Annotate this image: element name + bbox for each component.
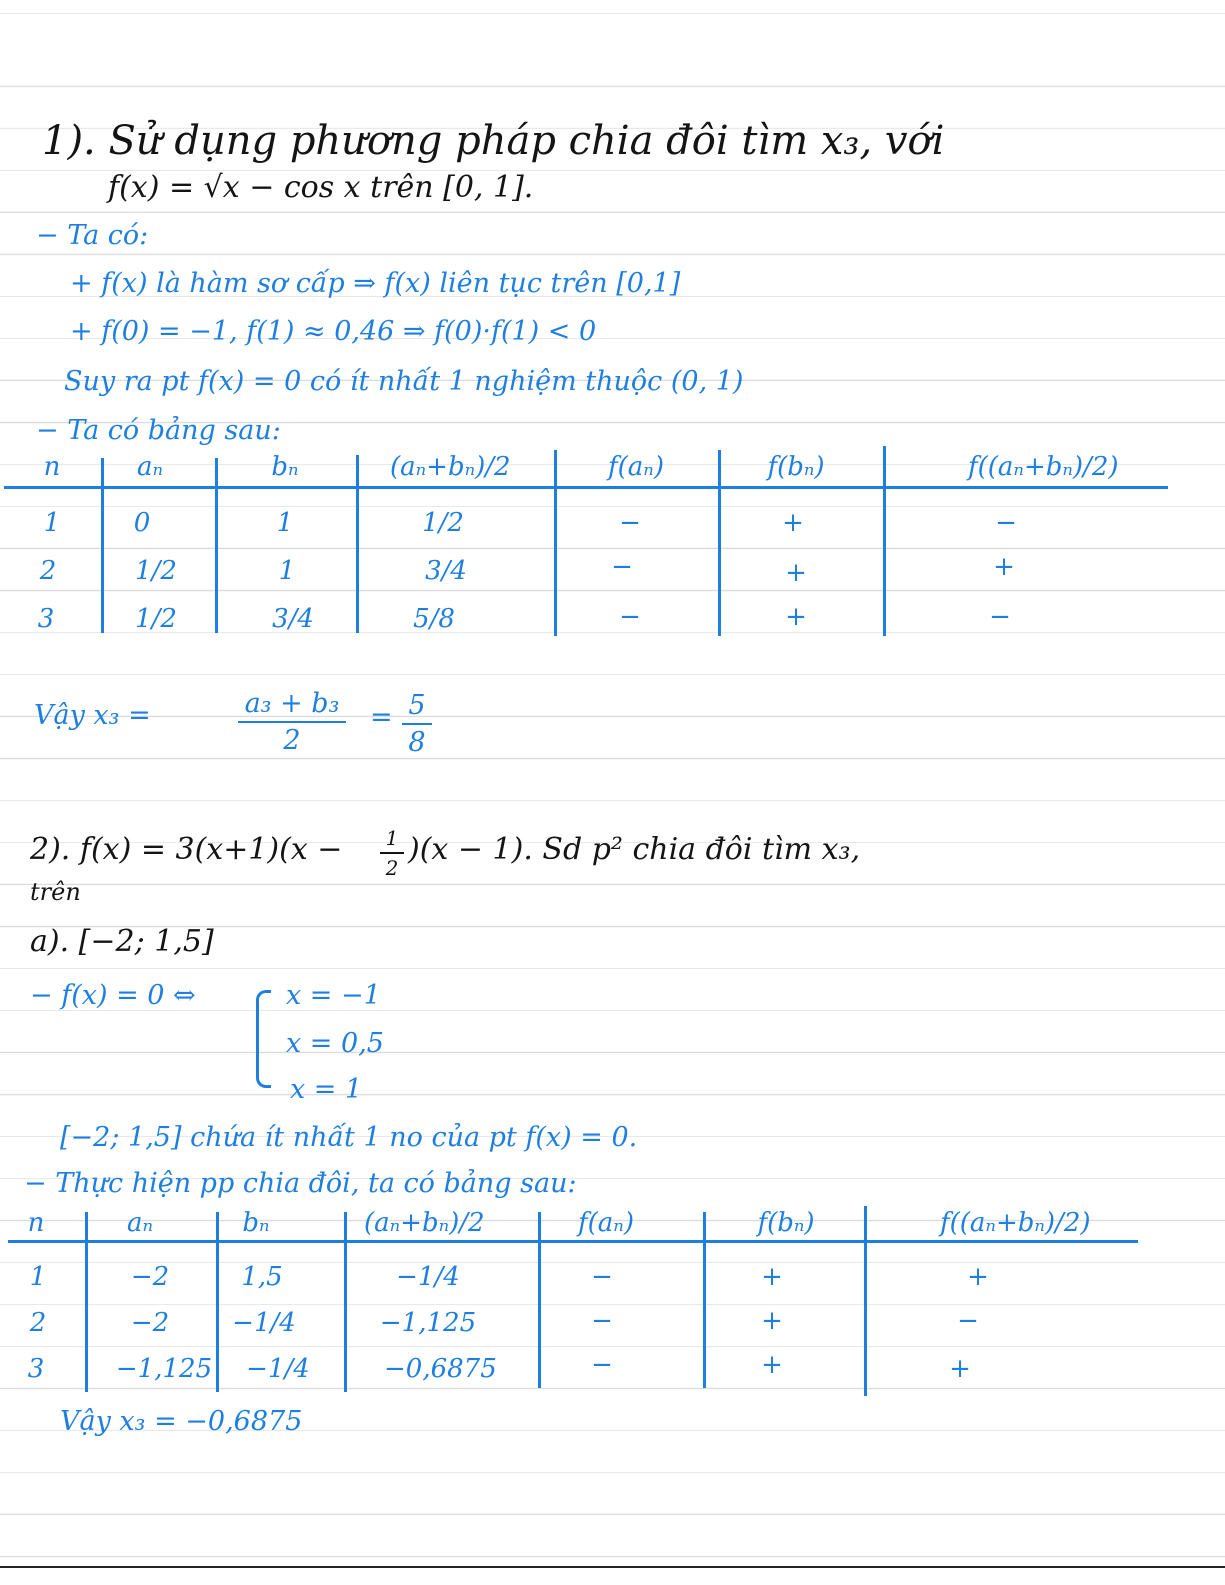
- problem2-title-fraction: [380, 826, 404, 880]
- table1-row2-n: 2: [39, 556, 57, 586]
- system-brace: [256, 990, 271, 1088]
- problem2-table-intro: − Thực hiện pp chia đôi, ta có bảng sau:: [24, 1168, 577, 1199]
- table1-row2-fa: −: [611, 552, 633, 582]
- table1-row3-n: 3: [37, 604, 55, 634]
- problem1-bullet2: + f(0) = −1, f(1) ≈ 0,46 ⇒ f(0)·f(1) < 0: [70, 316, 597, 347]
- problem1-result-label: Vậy x₃ =: [34, 700, 151, 731]
- table2-row2-mid: −1,125: [379, 1308, 477, 1338]
- problem1-function: f(x) = √x − cos x trên [0, 1].: [108, 170, 534, 205]
- page-bottom-rule: [0, 1566, 1225, 1568]
- table1-col-divider: [215, 458, 218, 633]
- table2-header-fb: f(bₙ): [757, 1208, 815, 1238]
- table2-header-a: aₙ: [126, 1208, 154, 1238]
- table2-row3-fmid: +: [949, 1354, 971, 1384]
- problem1-intro: − Ta có:: [36, 220, 149, 251]
- table1-row1-fb: +: [782, 508, 804, 538]
- problem2-result: Vậy x₃ = −0,6875: [60, 1406, 303, 1437]
- problem1-result-value-denominator: 8: [408, 727, 426, 758]
- table2-row2-fb: +: [761, 1306, 783, 1336]
- table1-header-rule: [4, 486, 1168, 489]
- problem2-title-fraction-numerator: 1: [385, 826, 399, 850]
- table2-col-divider: [703, 1212, 706, 1388]
- table2-row2-b: −1/4: [232, 1308, 296, 1338]
- problem2-title-fraction-denominator: 2: [385, 856, 399, 880]
- table1-header-fmid: f((aₙ+bₙ)/2): [968, 452, 1119, 482]
- problem1-result-numerator: a₃ + b₃: [244, 688, 340, 719]
- table1-row3-a: 1/2: [135, 604, 177, 634]
- table1-col-divider: [554, 450, 557, 636]
- table2-row3-fa: −: [591, 1350, 613, 1380]
- problem2-title-part2: )(x − 1). Sd p² chia đôi tìm x₃,: [408, 832, 861, 867]
- problem2-title-part3: trên: [30, 878, 81, 906]
- table2-row1-n: 1: [29, 1262, 47, 1292]
- fraction-bar: [238, 721, 346, 723]
- problem2-title-part1: 2). f(x) = 3(x+1)(x −: [30, 832, 343, 867]
- table1-col-divider: [356, 455, 359, 633]
- table2-header-mid: (aₙ+bₙ)/2: [364, 1208, 485, 1238]
- table1-header-fb: f(bₙ): [767, 452, 825, 482]
- table1-header-mid: (aₙ+bₙ)/2: [390, 452, 511, 482]
- table1-row1-n: 1: [43, 508, 61, 538]
- problem1-result-value-numerator: 5: [408, 690, 426, 721]
- table2-header-fa: f(aₙ): [578, 1208, 634, 1238]
- table2-row2-fa: −: [591, 1306, 613, 1336]
- problem1-conclusion: Suy ra pt f(x) = 0 có ít nhất 1 nghiệm thuộc (0, 1): [64, 366, 744, 397]
- table1-col-divider: [101, 458, 104, 633]
- problem1-table-intro: − Ta có bảng sau:: [36, 415, 281, 446]
- table2-row1-b: 1,5: [241, 1262, 283, 1292]
- problem2-root-2: x = 0,5: [286, 1028, 384, 1059]
- table1-row3-b: 3/4: [272, 604, 314, 634]
- table1-row3-fb: +: [785, 602, 807, 632]
- table2-row3-fb: +: [761, 1350, 783, 1380]
- table2-row1-mid: −1/4: [396, 1262, 460, 1292]
- table1-row3-fmid: −: [989, 602, 1011, 632]
- table1-row3-mid: 5/8: [413, 604, 455, 634]
- table1-row1-b: 1: [276, 508, 294, 538]
- problem1-result-equals: =: [370, 702, 393, 733]
- table2-header-rule: [8, 1240, 1138, 1243]
- table2-row1-fb: +: [761, 1262, 783, 1292]
- table2-col-divider: [864, 1206, 867, 1396]
- table1-col-divider: [883, 446, 886, 636]
- table1-header-a: aₙ: [136, 452, 164, 482]
- table2-row3-n: 3: [27, 1354, 45, 1384]
- table1-row1-fa: −: [619, 508, 641, 538]
- problem1-result-denominator: 2: [283, 725, 301, 756]
- table2-row1-a: −2: [130, 1262, 170, 1292]
- table1-row1-mid: 1/2: [422, 508, 464, 538]
- table2-row3-mid: −0,6875: [384, 1354, 497, 1384]
- table1-row2-a: 1/2: [135, 556, 177, 586]
- table2-header-b: bₙ: [242, 1208, 270, 1238]
- table1-row2-fmid: +: [993, 552, 1015, 582]
- problem2-roots-label: − f(x) = 0 ⇔: [30, 980, 196, 1011]
- table1-row2-b: 1: [278, 556, 296, 586]
- table1-row2-mid: 3/4: [425, 556, 467, 586]
- table1-row1-fmid: −: [995, 508, 1017, 538]
- table1-header-b: bₙ: [271, 452, 299, 482]
- table2-col-divider: [538, 1212, 541, 1388]
- table1-row2-fb: +: [785, 558, 807, 588]
- table1-col-divider: [718, 450, 721, 636]
- table1-row1-a: 0: [133, 508, 151, 538]
- table2-col-divider: [344, 1212, 347, 1392]
- table2-row1-fa: −: [591, 1262, 613, 1292]
- table2-header-fmid: f((aₙ+bₙ)/2): [940, 1208, 1091, 1238]
- table2-row2-n: 2: [29, 1308, 47, 1338]
- table2-row2-a: −2: [130, 1308, 170, 1338]
- table2-col-divider: [216, 1212, 219, 1392]
- problem2-claim: [−2; 1,5] chứa ít nhất 1 no của pt f(x) = 0.: [60, 1122, 638, 1153]
- problem1-bullet1: + f(x) là hàm sơ cấp ⇒ f(x) liên tục trên [0,1]: [70, 268, 681, 299]
- table1-header-n: n: [43, 452, 61, 482]
- fraction-bar: [380, 852, 404, 854]
- table2-row3-a: −1,125: [115, 1354, 213, 1384]
- table2-row1-fmid: +: [967, 1262, 989, 1292]
- table2-header-n: n: [27, 1208, 45, 1238]
- table2-row2-fmid: −: [957, 1306, 979, 1336]
- table2-row3-b: −1/4: [246, 1354, 310, 1384]
- problem2-root-3: x = 1: [290, 1074, 363, 1105]
- fraction-bar: [402, 723, 432, 725]
- problem1-result-value: [402, 690, 432, 758]
- problem2-root-1: x = −1: [286, 980, 381, 1011]
- problem1-result-fraction: [238, 688, 346, 756]
- table1-header-fa: f(aₙ): [608, 452, 664, 482]
- table1-row3-fa: −: [619, 602, 641, 632]
- problem1-title: 1). Sử dụng phương pháp chia đôi tìm x₃, với: [42, 118, 945, 164]
- problem2-part-a: a). [−2; 1,5]: [30, 924, 214, 959]
